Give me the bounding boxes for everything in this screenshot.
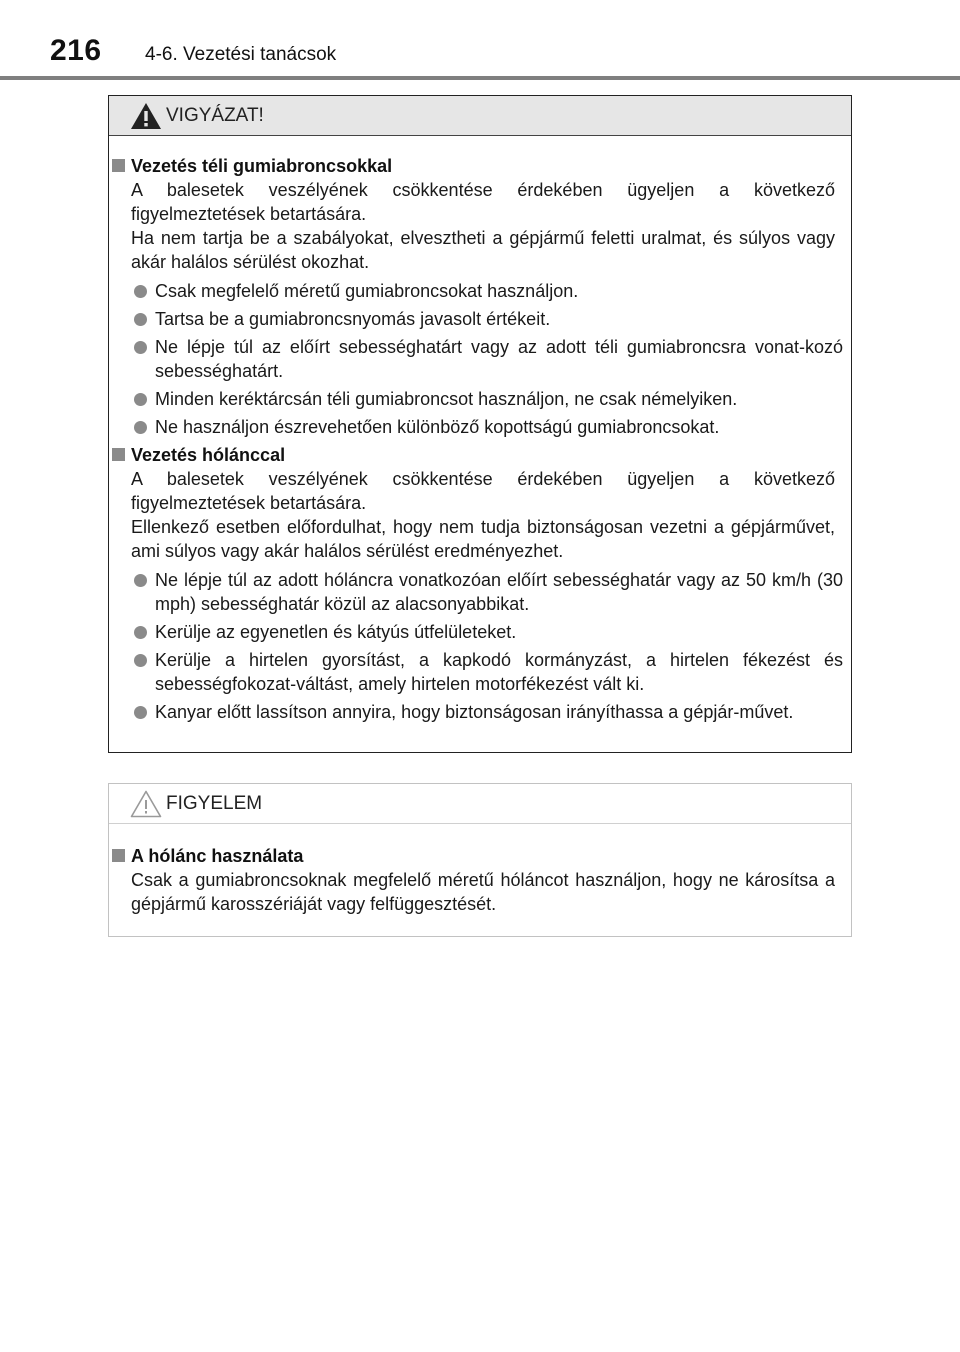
- notice-box: [108, 783, 852, 937]
- warning-label: VIGYÁZAT!: [166, 105, 264, 126]
- subheading: A hólánc használata: [109, 844, 851, 868]
- bullet-list: [109, 279, 851, 439]
- notice-label: FIGYELEM: [166, 793, 263, 814]
- page-header: [0, 0, 960, 80]
- paragraph: Ellenkező esetben előfordulhat, hogy nem tudja biztonságosan vezetni a gépjárművet, ami súlyos vagy akár halálos sérülést eredményezhet.: [131, 517, 835, 561]
- list-item: Minden keréktárcsán téli gumiabroncsot használjon, ne csak némelyiken.: [109, 387, 851, 411]
- list-item: Kerülje az egyenetlen és kátyús útfelületeket.: [109, 620, 851, 644]
- list-item: Ne használjon észrevehetően különböző kopottságú gumiabroncsokat.: [109, 415, 851, 439]
- subheading: Vezetés téli gumiabroncsokkal: [109, 154, 851, 178]
- paragraph: A balesetek veszélyének csökkentése érdekében ügyeljen a következő figyelmeztetések betartására.: [131, 469, 835, 513]
- caution-outline-triangle-icon: [129, 789, 163, 819]
- paragraph: Csak a gumiabroncsoknak megfelelő méretű hóláncot használjon, hogy ne károsítsa a gépjármű karosszériáját vagy felfüggesztését.: [131, 870, 835, 914]
- page-number: 216: [50, 34, 102, 67]
- list-item: Kanyar előtt lassítson annyira, hogy biztonságosan irányíthassa a gépjár-művet.: [109, 700, 851, 724]
- section-title: 4-6. Vezetési tanácsok: [145, 44, 337, 65]
- round-bullet-icon: [134, 393, 147, 406]
- list-item: Ne lépje túl az előírt sebességhatárt vagy az adott téli gumiabroncsra vonat-kozó sebességhatárt.: [109, 335, 851, 383]
- warning-box: [108, 95, 852, 753]
- round-bullet-icon: [134, 421, 147, 434]
- list-item: Ne lépje túl az adott hóláncra vonatkozóan előírt sebességhatár vagy az 50 km/h (30 mph) sebességhatár közül az alacsonyabbikat.: [109, 568, 851, 616]
- paragraph: Ha nem tartja be a szabályokat, elvesztheti a gépjármű feletti uralmat, és súlyos vagy akár halálos sérülést okozhat.: [131, 228, 835, 272]
- paragraph: A balesetek veszélyének csökkentése érdekében ügyeljen a következő figyelmeztetések betartására.: [131, 180, 835, 224]
- bullet-list: [109, 568, 851, 724]
- list-item: Kerülje a hirtelen gyorsítást, a kapkodó kormányzást, a hirtelen fékezést és sebességfokozat-váltást, amely hirtelen motorfékezést vált ki.: [109, 648, 851, 696]
- round-bullet-icon: [134, 654, 147, 667]
- notice-box-header: [109, 784, 851, 824]
- round-bullet-icon: [134, 626, 147, 639]
- square-bullet-icon: [112, 849, 125, 862]
- notice-box-body: [109, 844, 851, 916]
- square-bullet-icon: [112, 448, 125, 461]
- round-bullet-icon: [134, 341, 147, 354]
- round-bullet-icon: [134, 706, 147, 719]
- warning-box-body: [109, 154, 851, 728]
- list-item: Tartsa be a gumiabroncsnyomás javasolt értékeit.: [109, 307, 851, 331]
- square-bullet-icon: [112, 159, 125, 172]
- list-item: Csak megfelelő méretű gumiabroncsokat használjon.: [109, 279, 851, 303]
- round-bullet-icon: [134, 574, 147, 587]
- subheading: Vezetés hólánccal: [109, 443, 851, 467]
- round-bullet-icon: [134, 285, 147, 298]
- round-bullet-icon: [134, 313, 147, 326]
- warning-box-header: [109, 96, 851, 136]
- header-rule: [0, 76, 960, 80]
- warning-group-winter-tires: [109, 154, 851, 439]
- warning-group-snow-chains: [109, 443, 851, 724]
- warning-triangle-icon: [129, 101, 163, 131]
